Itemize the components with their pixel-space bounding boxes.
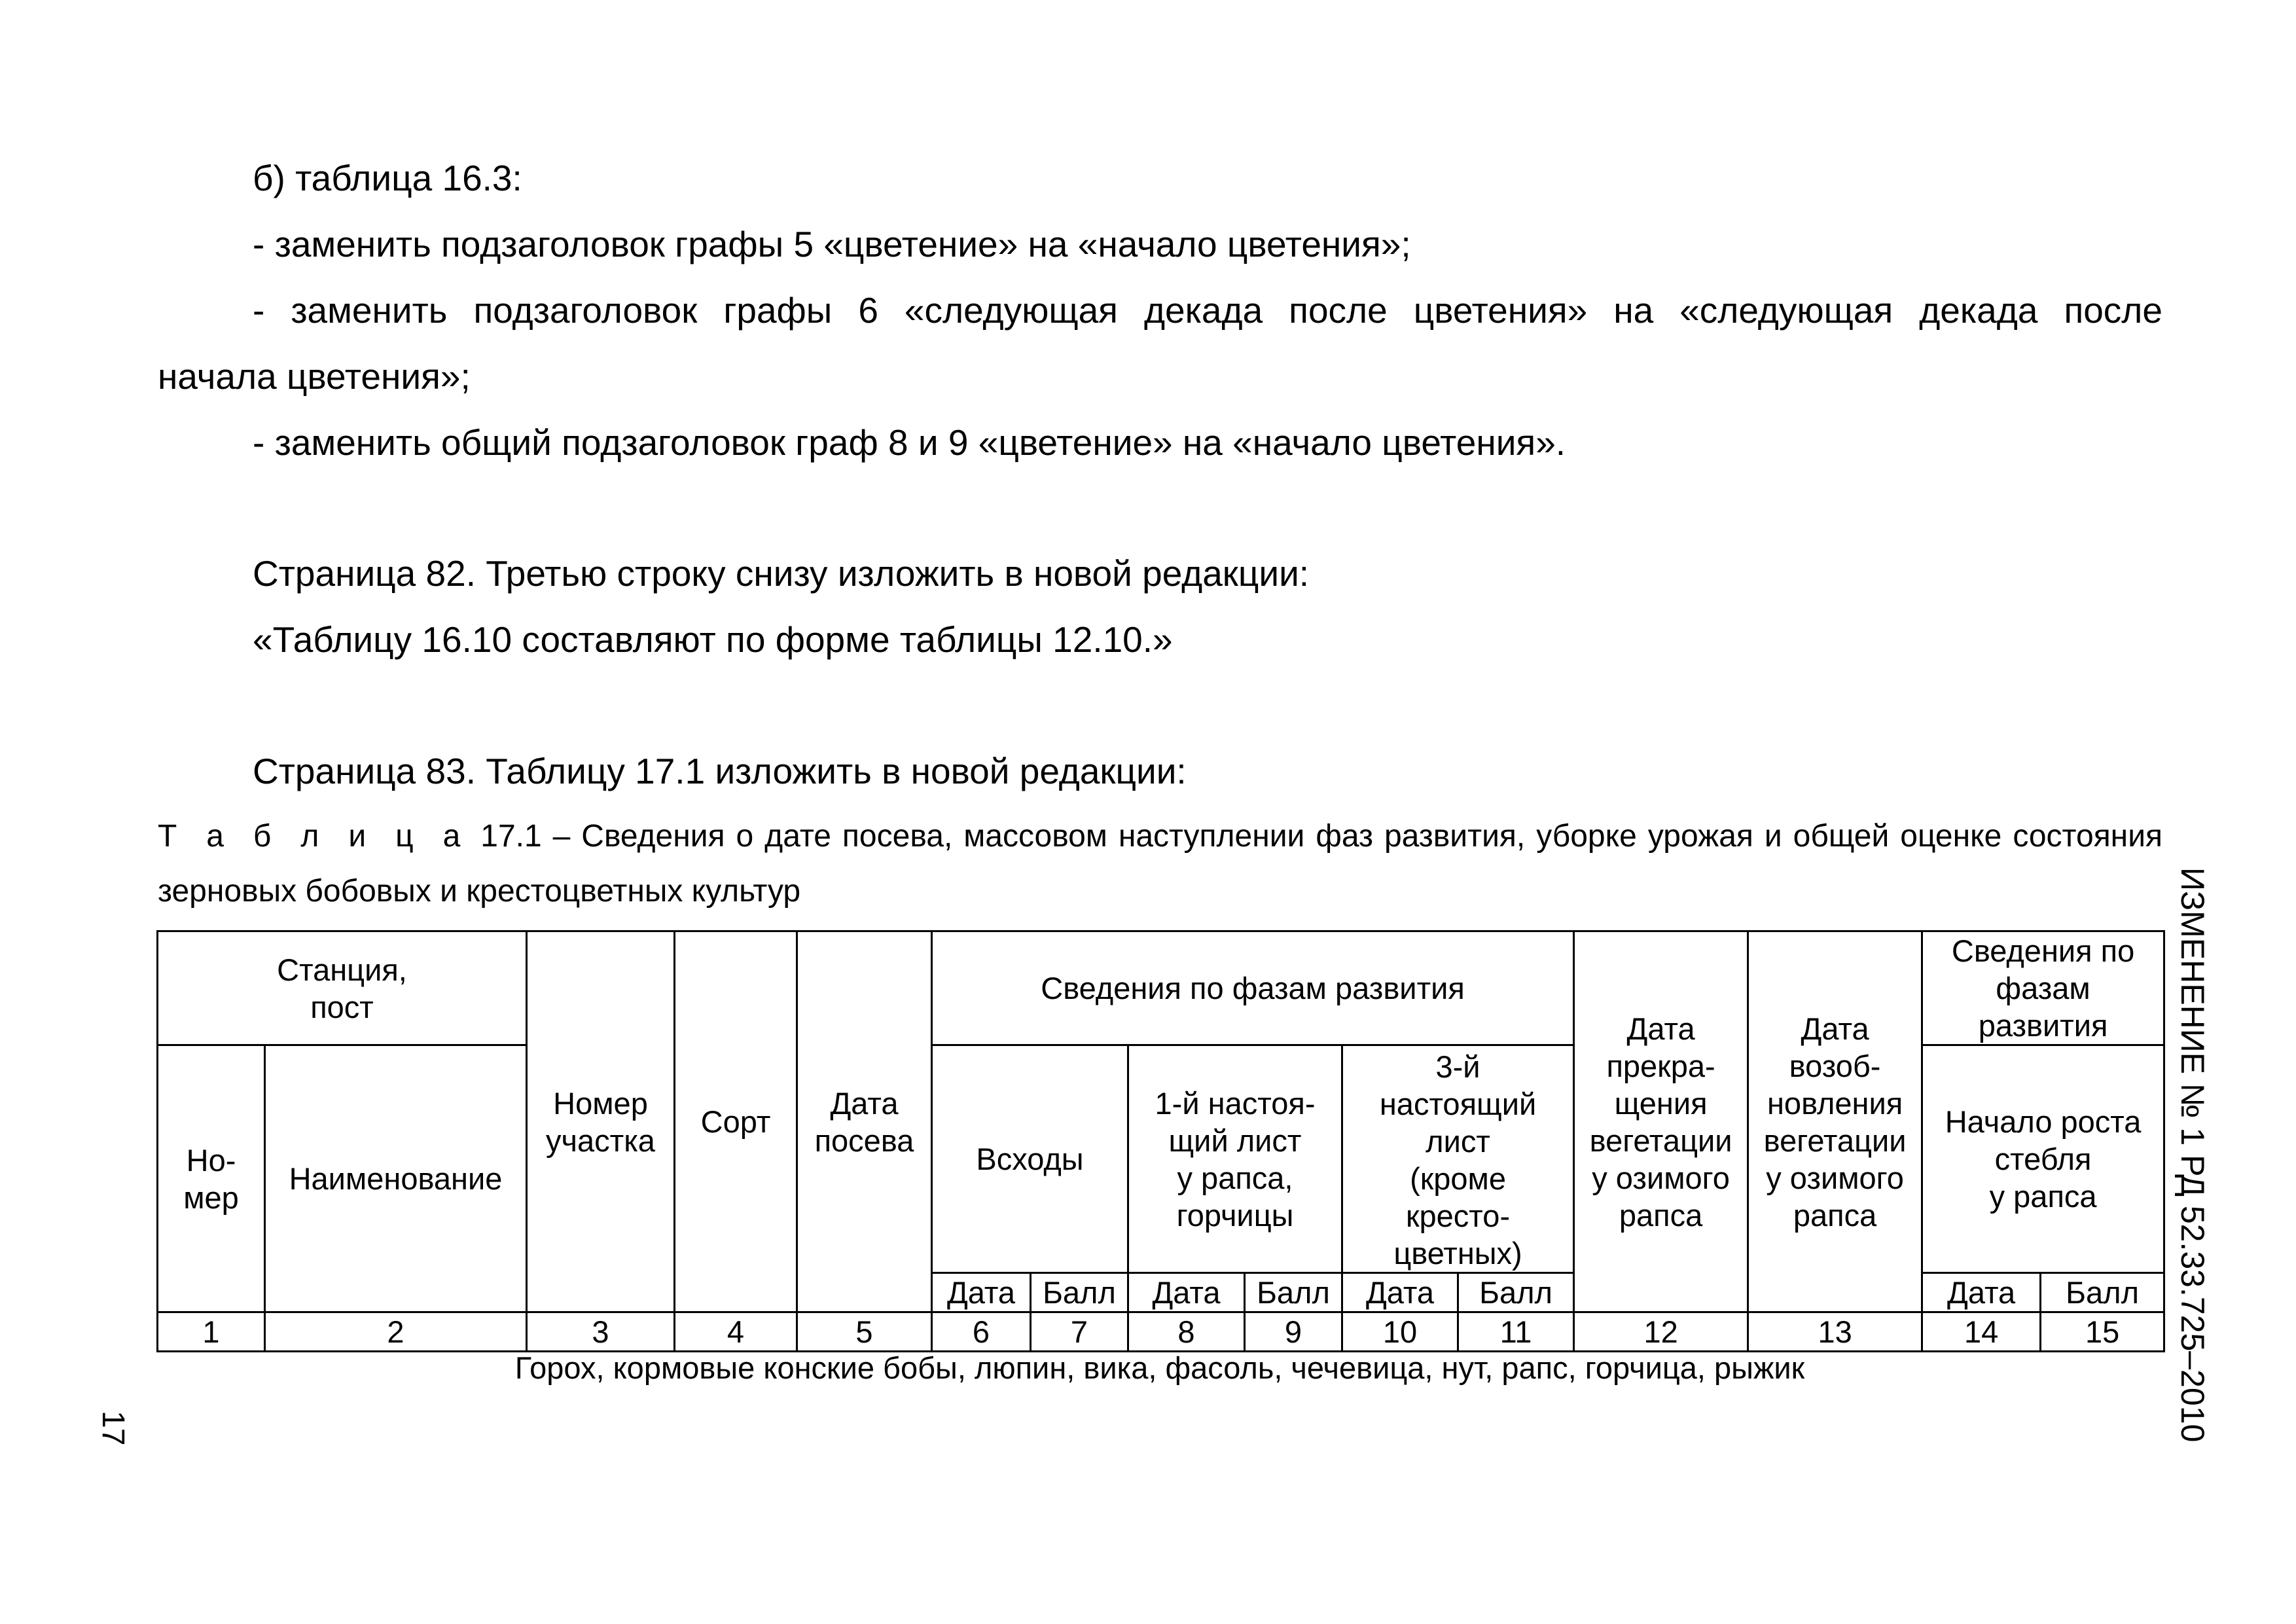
header-first-leaf: 1-й настоя- щий лист у рапса, горчицы xyxy=(1128,1045,1342,1273)
header-stem-score: Балл xyxy=(2041,1273,2164,1312)
header-station-name: Наименование xyxy=(265,1045,527,1312)
header-shoots-score: Балл xyxy=(1031,1273,1128,1312)
para-page-82: Страница 82. Третью строку снизу изложить в новой редакции: xyxy=(253,553,1310,594)
observations-table xyxy=(156,930,2165,1352)
column-number: 10 xyxy=(1342,1312,1458,1352)
header-station: Станция, пост xyxy=(158,931,527,1045)
page-number: 17 xyxy=(96,1411,130,1446)
crops-list: Горох, кормовые конские бобы, люпин, вика, фасоль, чечевица, нут, рапс, горчица, рыжик xyxy=(514,1350,1805,1385)
header-phases-2: Сведения по фазам развития xyxy=(1922,931,2164,1045)
column-number: 15 xyxy=(2041,1312,2164,1352)
header-phases: Сведения по фазам развития xyxy=(932,931,1574,1045)
header-plot-number: Номер участка xyxy=(527,931,675,1312)
column-number: 13 xyxy=(1748,1312,1922,1352)
header-third-leaf-date: Дата xyxy=(1342,1273,1458,1312)
column-number: 9 xyxy=(1245,1312,1342,1352)
column-number: 7 xyxy=(1031,1312,1128,1352)
para-replace-col5: - заменить подзаголовок графы 5 «цветение» на «начало цветения»; xyxy=(253,224,1411,264)
header-station-number: Но- мер xyxy=(158,1045,265,1312)
header-vegetation-stop: Дата прекра- щения вегетации у озимого рапса xyxy=(1574,931,1748,1312)
para-replace-col8-9: - заменить общий подзаголовок граф 8 и 9 «цветение» на «начало цветения». xyxy=(253,422,1566,463)
header-shoots-date: Дата xyxy=(932,1273,1031,1312)
column-number: 14 xyxy=(1922,1312,2041,1352)
table-caption-line1 xyxy=(158,821,2162,852)
para-table-16-10: «Таблицу 16.10 составляют по форме таблицы 12.10.» xyxy=(253,619,1173,660)
column-number: 5 xyxy=(797,1312,932,1352)
column-number: 4 xyxy=(675,1312,797,1352)
table-caption-line2: зерновых бобовых и крестоцветных культур xyxy=(158,874,801,909)
para-replace-col6-line2: начала цветения»; xyxy=(158,356,471,397)
header-stem-date: Дата xyxy=(1922,1273,2041,1312)
column-number: 1 xyxy=(158,1312,265,1352)
header-third-leaf-score: Балл xyxy=(1458,1273,1574,1312)
column-number: 8 xyxy=(1128,1312,1245,1352)
column-number: 6 xyxy=(932,1312,1031,1352)
table-caption-label: Т а б л и ц а xyxy=(158,819,470,854)
para-table-16-3: б) таблица 16.3: xyxy=(253,158,522,198)
column-number: 11 xyxy=(1458,1312,1574,1352)
header-third-leaf: 3-й настоящий лист (кроме кресто- цветных) xyxy=(1342,1045,1574,1273)
header-stem-growth: Начало роста стебля у рапса xyxy=(1922,1045,2164,1273)
column-number: 12 xyxy=(1574,1312,1748,1352)
header-first-leaf-date: Дата xyxy=(1128,1273,1245,1312)
header-vegetation-resume: Дата возоб- новления вегетации у озимого рапса xyxy=(1748,931,1922,1312)
table-caption-title: 17.1 – Сведения о дате посева, массовом наступлении фаз развития, уборке урожая и общей оценке состояния xyxy=(480,819,2162,854)
header-sowing-date: Дата посева xyxy=(797,931,932,1312)
para-page-83: Страница 83. Таблицу 17.1 изложить в новой редакции: xyxy=(253,751,1187,791)
side-document-header: ИЗМЕНЕНИЕ № 1 РД 52.33.725–2010 xyxy=(2174,867,2211,1443)
column-number: 2 xyxy=(265,1312,527,1352)
para-replace-col6-line1: - заменить подзаголовок графы 6 «следующая декада после цветения» на «следующая декада после xyxy=(253,290,2162,331)
header-first-leaf-score: Балл xyxy=(1245,1273,1342,1312)
column-number: 3 xyxy=(527,1312,675,1352)
header-shoots: Всходы xyxy=(932,1045,1128,1273)
header-variety: Сорт xyxy=(675,931,797,1312)
